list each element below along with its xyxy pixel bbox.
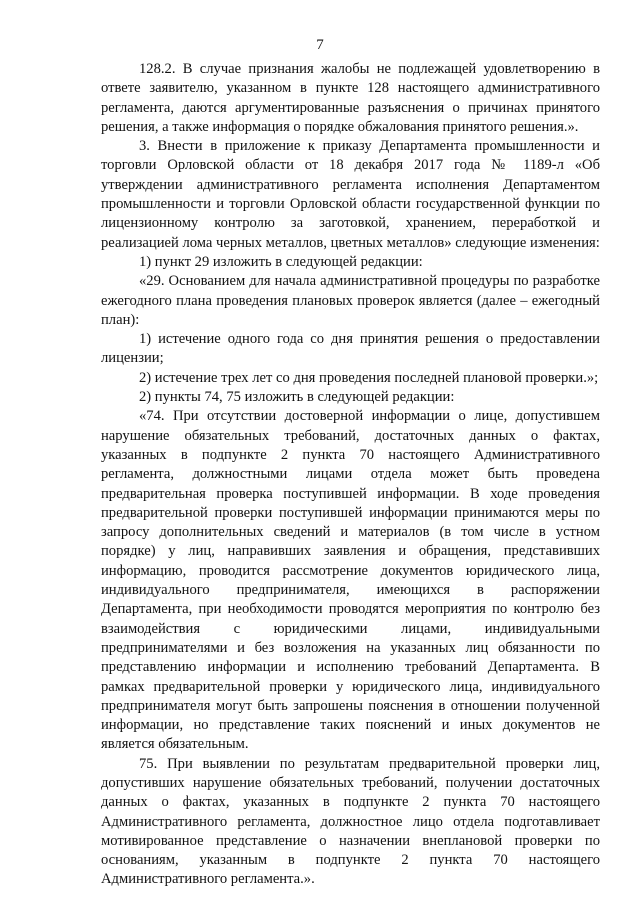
paragraph-74: «74. При отсутствии достоверной информации о лице, допустившем нарушение обязательных требований, достаточных данных о фактах, указанных в подпункте 2 пункта 70 настоящего Административного регламента, должностными лицами отдела может быть проведена предварительная проверка поступившей информации. В ходе проведения предварительной проверки поступившей информации принимаются меры по запросу дополнительных сведений и материалов (в том числе в устном порядке) у лиц, направивших заявления и обращения, представивших информацию, проводится рассмотрение документов юридического лица, индивидуального предпринимателя, имеющихся в распоряжении Департамента, при необходимости проводятся мероприятия по контролю без взаимодействия с юридическими лицами, индивидуальными предпринимателями и без возложения на указанных лиц обязанности по представлению информации и исполнению требований Департамента. В рамках предварительной проверки у юридического лица, индивидуального предпринимателя могут быть запрошены пояснения в отношении полученной информации, но представление таких пояснений и иных документов не является обязательным. (101, 408, 600, 753)
paragraph-75: 75. При выявлении по результатам предварительной проверки лиц, допустивших нарушение обязательных требований, получении достаточных данных о фактах, указанных в подпункте 2 пункта 70 настоящего Административного регламента, должностное лицо отдела подготавливает мотивированное представление о назначении внеплановой проверки по основаниям, указанным в подпункте 2 пункта 70 настоящего Административного регламента.». (101, 755, 600, 888)
paragraph-item-29-intro: 1) пункт 29 изложить в следующей редакции: (139, 253, 423, 270)
paragraph-items-74-75-intro: 2) пункты 74, 75 изложить в следующей редакции: (139, 389, 455, 406)
document-body (101, 60, 600, 890)
paragraph-29-item-2: 2) истечение трех лет со дня проведения последней плановой проверки.»; (139, 369, 599, 386)
paragraph-128-2: 128.2. В случае признания жалобы не подлежащей удовлетворению в ответе заявителю, указанном в пункте 128 настоящего административного регламента, даются аргументированные разъяснения о причинах принятого решения, а также информация о порядке обжалования принятого решения.». (101, 61, 600, 135)
paragraph-amendment-3: 3. Внести в приложение к приказу Департамента промышленности и торговли Орловской области от 18 декабря 2017 года № 1189-л «Об утверждении административного регламента исполнения Департаментом промышленности и торговли Орловской области государственной функции по лицензионному контролю за заготовкой, хранением, переработкой и реализацией лома черных металлов, цветных металлов» следующие изменения: (101, 138, 600, 251)
paragraph-29-item-1: 1) истечение одного года со дня принятия решения о предоставлении лицензии; (101, 331, 600, 367)
paragraph-29: «29. Основанием для начала административной процедуры по разработке ежегодного плана проведения плановых проверок является (далее – ежегодный план): (101, 273, 600, 328)
page-number: 7 (316, 37, 324, 53)
